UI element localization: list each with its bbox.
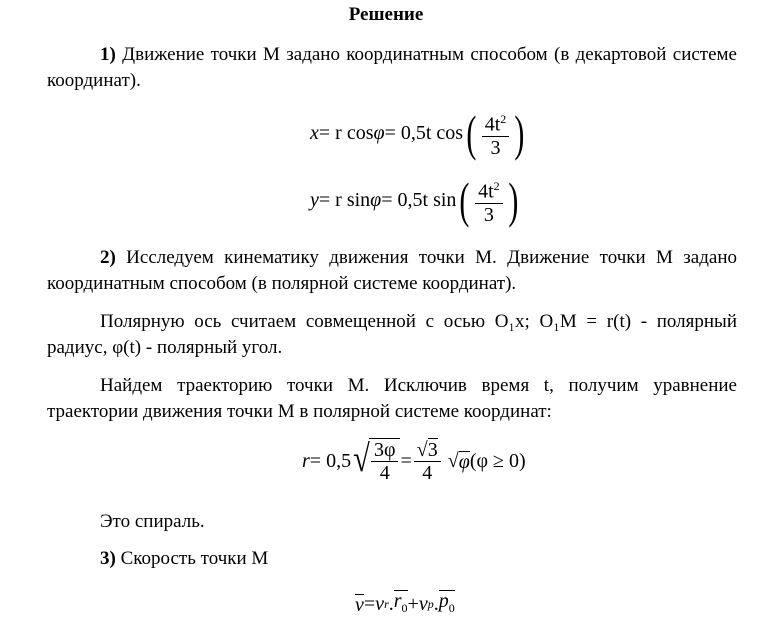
equation-x: x = r cos φ = 0,5t cos ( $\frac{4t^2}{3}$ ) (310, 105, 525, 162)
paragraph-3: Полярную ось считаем совмещенной с осью O₁x; O₁M = r(t) - полярный радиус, φ(t) - полярный угол. (47, 311, 737, 358)
paragraph-5: Это спираль. (100, 511, 205, 532)
paragraph-text: Движение точки М задано координатным способом (в декартовой системе координат). (47, 44, 737, 91)
item-number: 3) (100, 548, 116, 569)
paragraph-text: Исследуем кинематику движения точки М. Движение точки М задано координатным способом (в полярной системе координат). (47, 247, 737, 294)
paragraph-text: Скорость точки М (115, 548, 269, 569)
equation-velocity: v = v r . $r_0$ + v p . $p_0$ (355, 590, 455, 618)
section-title: Решение (348, 4, 424, 25)
equation-r: r = 0,5 √ $\frac{3\varphi}{4}$ = $\frac{√3}{4}$ √ φ (φ ≥ 0) (302, 438, 526, 484)
paragraph-4: Найдем траекторию точки М. Исключив время t, получим уравнение траектории движения точки М в полярной системе координат: (47, 375, 737, 422)
paragraph-6 (47, 546, 737, 572)
item-number: 2) (100, 247, 116, 268)
item-number: 1) (100, 44, 116, 65)
equation-y: y = r sin φ = 0,5t sin ( $\frac{4t^2}{3}$ ) (310, 172, 518, 229)
paragraph-2 (47, 245, 737, 297)
paragraph-1 (47, 42, 737, 94)
